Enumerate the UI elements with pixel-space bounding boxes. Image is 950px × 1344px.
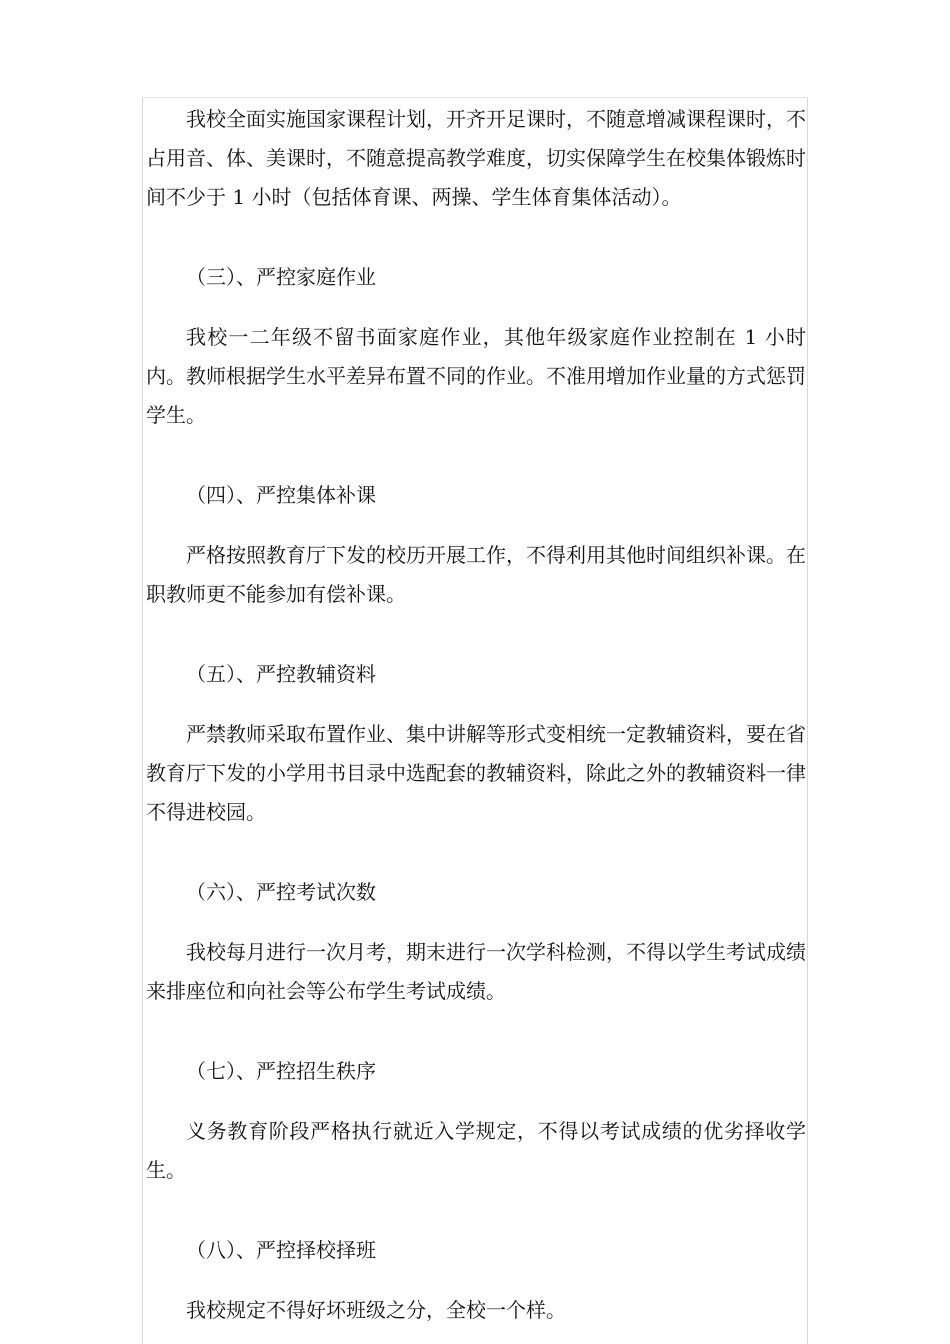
document-body	[146, 100, 806, 1330]
paragraph-homework: 我校一二年级不留书面家庭作业，其他年级家庭作业控制在 1 小时内。教师根据学生水平差异布置不同的作业。不准用增加作业量的方式惩罚学生。	[146, 325, 806, 427]
paragraph-enrollment: 义务教育阶段严格执行就近入学规定，不得以考试成绩的优劣择收学生。	[146, 1119, 806, 1182]
heading-homework: （三）、严控家庭作业	[186, 265, 376, 289]
heading-tutoring: （四）、严控集体补课	[186, 483, 376, 507]
heading-exams: （六）、严控考试次数	[186, 880, 376, 904]
paragraph-tutoring: 严格按照教育厅下发的校历开展工作，不得利用其他时间组织补课。在职教师更不能参加有偿补课。	[146, 543, 806, 606]
paragraph-materials: 严禁教师采取布置作业、集中讲解等形式变相统一定教辅资料，要在省教育厅下发的小学用书目录中选配套的教辅资料，除此之外的教辅资料一律不得进校园。	[146, 722, 806, 824]
paragraph-exams: 我校每月进行一次月考，期末进行一次学科检测，不得以学生考试成绩来排座位和向社会等公布学生考试成绩。	[146, 940, 806, 1003]
paragraph-class-selection: 我校规定不得好坏班级之分，全校一个样。	[186, 1298, 566, 1322]
heading-class-selection: （八）、严控择校择班	[186, 1238, 376, 1262]
heading-enrollment: （七）、严控招生秩序	[186, 1059, 376, 1083]
heading-materials: （五）、严控教辅资料	[186, 662, 376, 686]
paragraph-curriculum: 我校全面实施国家课程计划，开齐开足课时，不随意增减课程课时，不占用音、体、美课时，不随意提高教学难度，切实保障学生在校集体锻炼时间不少于 1 小时（包括体育课、两操、学生体育集体活动）。	[146, 107, 806, 209]
